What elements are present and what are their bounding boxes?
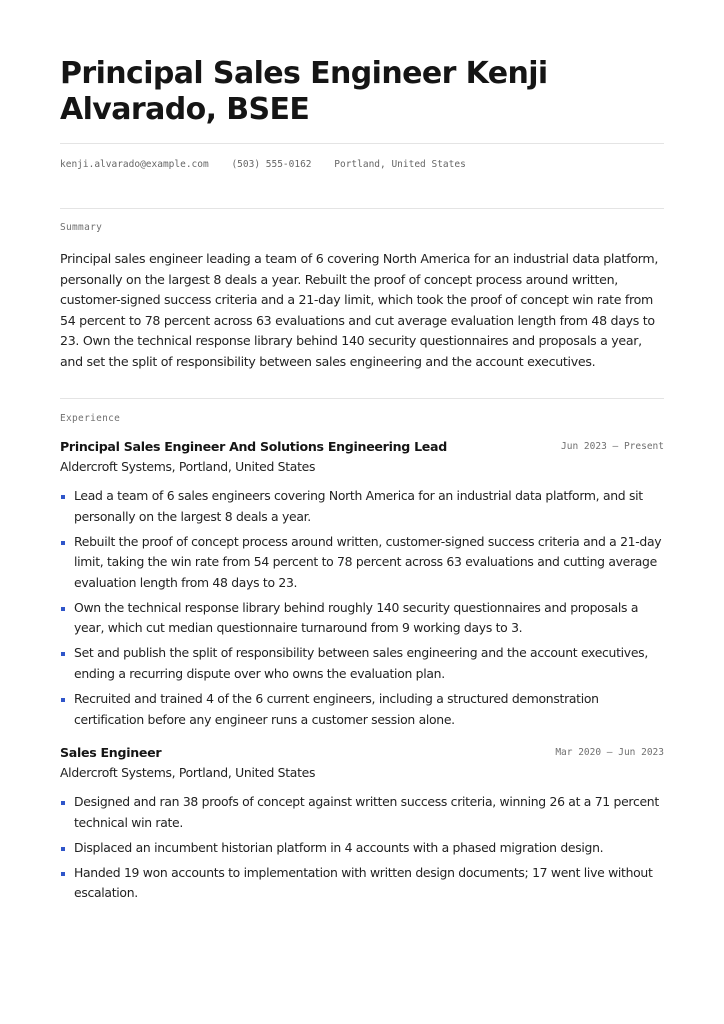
bullet-marker <box>61 847 65 851</box>
job-bullet <box>60 598 664 639</box>
job-entry <box>60 745 664 908</box>
job-title: Sales Engineer <box>60 745 162 760</box>
summary-divider <box>60 208 664 209</box>
bullet-marker <box>61 541 65 545</box>
job-dates: Jun 2023 — Present <box>561 441 664 452</box>
summary-heading: Summary <box>60 222 103 233</box>
bullet-marker <box>61 801 65 805</box>
job-bullet <box>60 486 664 527</box>
job-dates: Mar 2020 — Jun 2023 <box>555 747 664 758</box>
bullet-marker <box>61 607 65 611</box>
job-company: Aldercroft Systems, Portland, United States <box>60 765 316 780</box>
job-bullet <box>60 863 664 904</box>
contact-location: Portland, United States <box>334 159 466 170</box>
job-company: Aldercroft Systems, Portland, United States <box>60 459 316 474</box>
job-bullet <box>60 532 664 594</box>
job-bullet <box>60 792 664 833</box>
job-bullet-list <box>60 486 664 730</box>
job-bullet-text: Designed and ran 38 proofs of concept against written success criteria, winning 26 at a 71 percent technical win rate. <box>74 794 659 830</box>
contact-line <box>60 159 664 170</box>
bullet-marker <box>61 872 65 876</box>
header-divider <box>60 143 664 144</box>
bullet-marker <box>61 652 65 656</box>
job-bullet-text: Handed 19 won accounts to implementation with written design documents; 17 went live without escalation. <box>74 864 653 901</box>
job-bullet-text: Rebuilt the proof of concept process around written, customer-signed success criteria and a 21-day limit, taking the win rate from 54 percent to 78 percent across 63 evaluations and cutting average evaluation length from 48 days to 23. <box>74 533 662 590</box>
job-bullet-text: Displaced an incumbent historian platform in 4 accounts with a phased migration design. <box>74 839 604 855</box>
contact-email: kenji.alvarado@example.com <box>60 159 209 170</box>
job-bullet <box>60 838 664 859</box>
job-bullet <box>60 643 664 684</box>
job-bullet-text: Set and publish the split of responsibility between sales engineering and the account executives, ending a recurring dispute over who owns the evaluation plan. <box>74 645 648 681</box>
bullet-marker <box>61 698 65 702</box>
bullet-marker <box>61 495 65 499</box>
job-title: Principal Sales Engineer And Solutions Engineering Lead <box>60 439 447 454</box>
experience-divider <box>60 398 664 399</box>
contact-phone: (503) 555-0162 <box>231 159 312 170</box>
summary-text: Principal sales engineer leading a team of 6 covering North America for an industrial data platform, personally on the largest 8 deals a year. Rebuilt the proof of concept process around written, customer-signed success criteria and a 21-day limit, which took the proof of concept win rate from 54 percent to 78 percent across 63 evaluations and cut average evaluation length from 48 days to 23. Own the technical response library behind 140 security questionnaires and proposals a year, and set the split of responsibility between sales engineering and the account executives. <box>60 251 659 369</box>
job-bullet-text: Lead a team of 6 sales engineers covering North America for an industrial data platform, and sit personally on the largest 8 deals a year. <box>74 488 643 524</box>
job-bullet-list <box>60 792 664 904</box>
job-bullet-text: Own the technical response library behind roughly 140 security questionnaires and proposals a year, which cut median questionnaire turnaround from 9 working days to 3. <box>74 599 639 636</box>
experience-heading: Experience <box>60 413 121 424</box>
job-bullet <box>60 689 664 730</box>
job-bullet-text: Recruited and trained 4 of the 6 current engineers, including a structured demonstration certification before any engineer runs a customer session alone. <box>74 690 599 727</box>
candidate-name: Principal Sales Engineer Kenji Alvarado, BSEE <box>60 56 548 127</box>
job-entry <box>60 439 664 734</box>
